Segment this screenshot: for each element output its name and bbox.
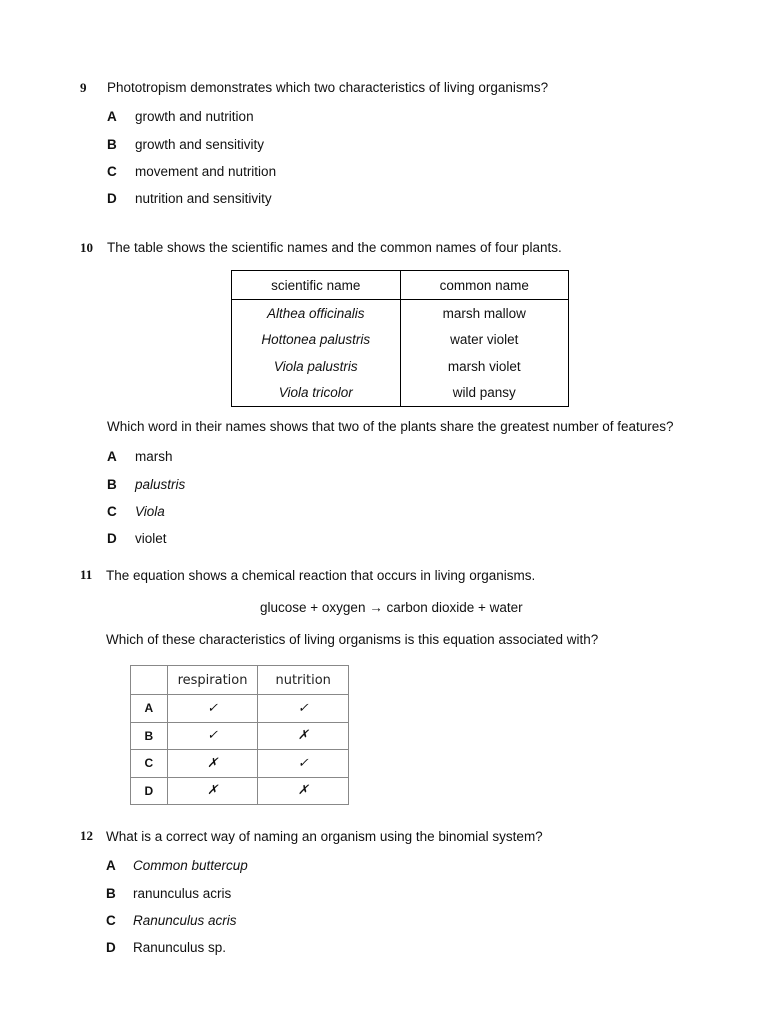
q9-option-c-letter: C [107, 164, 117, 179]
nutrition-mark: ✗ [258, 722, 349, 750]
respiration-mark: ✗ [167, 750, 258, 778]
q10-option-d-text: violet [135, 531, 167, 546]
row-letter: A [131, 695, 168, 723]
q11-equation: glucose + oxygen → carbon dioxide + water [260, 600, 523, 615]
nutrition-mark: ✗ [258, 777, 349, 805]
q10-option-c-letter: C [107, 504, 117, 519]
respiration-mark: ✓ [167, 695, 258, 723]
q11-question: Which of these characteristics of living organisms is this equation associated with? [106, 632, 599, 647]
q10-text: The table shows the scientific names and the common names of four plants. [107, 240, 562, 255]
table-cell-common: water violet [450, 332, 519, 348]
q10-option-c-text: Viola [135, 504, 165, 519]
plant-names-table [231, 270, 569, 407]
table-header-blank [131, 666, 168, 695]
q9-option-b-text: growth and sensitivity [135, 137, 265, 152]
q10-option-a-letter: A [107, 449, 117, 464]
q10-option-b-letter: B [107, 477, 117, 492]
characteristics-table [130, 665, 349, 805]
q10-option-b-text: palustris [135, 477, 186, 492]
q11-text: The equation shows a chemical reaction that occurs in living organisms. [106, 568, 536, 583]
q12-option-a-text: Common buttercup [133, 858, 248, 873]
row-letter: D [131, 777, 168, 805]
nutrition-mark: ✓ [258, 750, 349, 778]
table-cell-common: wild pansy [452, 385, 516, 401]
table-header-respiration: respiration [167, 666, 258, 695]
q12-option-b-letter: B [106, 886, 116, 901]
q10-option-d-letter: D [107, 531, 117, 546]
table-cell-common: marsh mallow [442, 305, 526, 321]
respiration-mark: ✗ [167, 777, 258, 805]
q12-option-c-letter: C [106, 913, 116, 928]
q9-option-d-letter: D [107, 191, 117, 206]
q9-option-c-text: movement and nutrition [135, 164, 277, 179]
table-cell-common: marsh violet [447, 358, 521, 374]
table-header-nutrition: nutrition [258, 666, 349, 695]
q12-text: What is a correct way of naming an organism using the binomial system? [106, 829, 543, 844]
q10-question: Which word in their names shows that two of the plants share the greatest number of features? [107, 419, 674, 434]
q9-option-d-text: nutrition and sensitivity [135, 191, 272, 206]
table-header-scientific: scientific name [232, 271, 401, 300]
table-cell-scientific: Hottonea palustris [232, 327, 401, 354]
q12-option-b-text: ranunculus acris [133, 886, 232, 901]
row-letter: C [131, 750, 168, 778]
q9-option-b-letter: B [107, 137, 117, 152]
q9-option-a-letter: A [107, 109, 117, 124]
q9-text: Phototropism demonstrates which two characteristics of living organisms? [107, 80, 549, 95]
table-cell-scientific: Viola tricolor [232, 380, 401, 407]
nutrition-mark: ✓ [258, 695, 349, 723]
row-letter: B [131, 722, 168, 750]
respiration-mark: ✓ [167, 722, 258, 750]
q9-option-a-text: growth and nutrition [135, 109, 254, 124]
q11-number: 11 [80, 567, 93, 582]
table-cell-scientific: Althea officinalis [232, 300, 401, 327]
q12-option-a-letter: A [106, 858, 116, 873]
q12-number: 12 [80, 828, 93, 843]
q10-number: 10 [80, 240, 93, 255]
table-cell-scientific: Viola palustris [232, 353, 401, 380]
q12-option-d-text: Ranunculus sp. [133, 940, 227, 955]
table-header-common: common name [400, 271, 569, 300]
q12-option-c-text: Ranunculus acris [133, 913, 237, 928]
q12-option-d-letter: D [106, 940, 116, 955]
q9-number: 9 [80, 80, 87, 95]
q10-option-a-text: marsh [135, 449, 173, 464]
